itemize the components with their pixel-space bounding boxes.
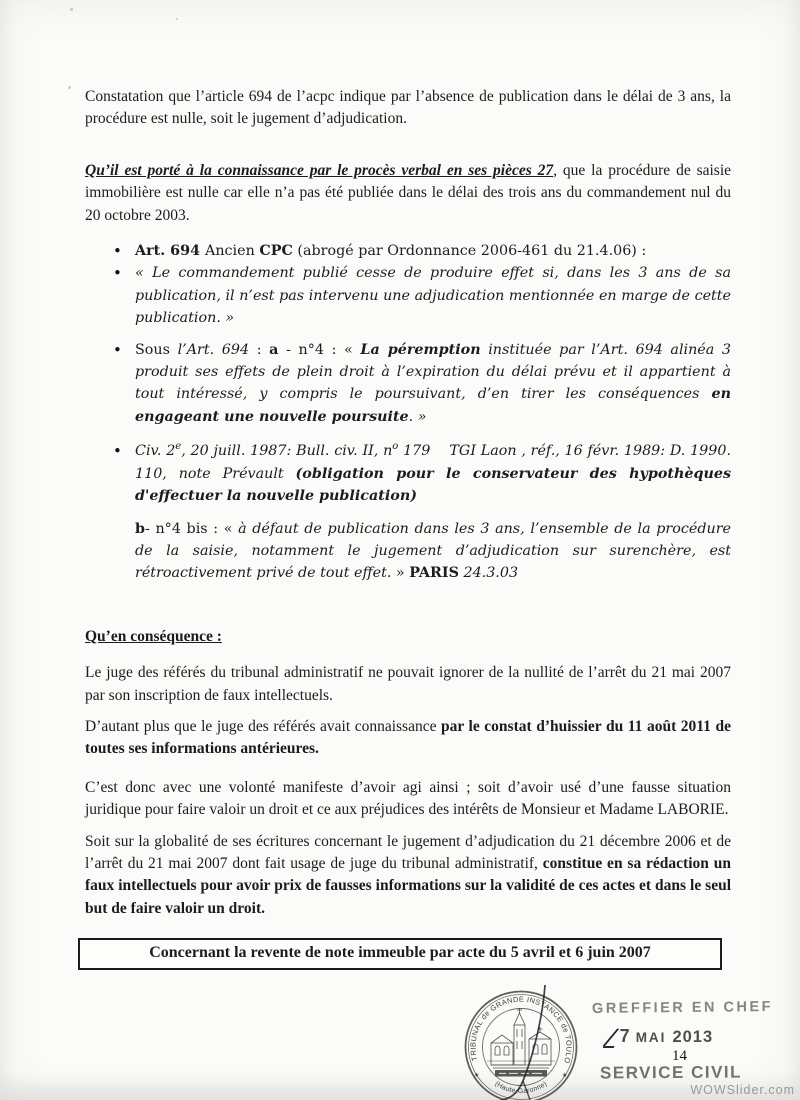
text-run: o (392, 441, 399, 453)
para-juge-referes (85, 662, 731, 707)
text-run: l’Art. 694 (177, 341, 250, 358)
para-constat-huissier (85, 716, 731, 761)
text-run: CPC (259, 243, 293, 260)
text-run: , que la procédure de saisie immobilière est nulle car elle n’a pas été publiée dans le délai des trois ans du commandement nul du 20 octobre 2003. (85, 161, 732, 224)
citation-list (85, 240, 731, 507)
text-run: - n°4 : « (278, 341, 361, 358)
text-run: Constatation que l’article 694 de l’acpc indique par l’absence de publication dans le délai de 3 ans, la procédure est nulle, soit le jugement d’adjudication. (85, 88, 731, 128)
text-run: b (135, 520, 145, 537)
boxed-heading-revente: Concernant la revente de note immeuble par acte du 5 avril et 6 juin 2007 (78, 938, 722, 969)
text-run: - n°4 bis : « (145, 520, 239, 537)
text-run: C’est donc avec une volonté manifeste d’avoir agi ainsi ; soit d’avoir usé d’une fausse situation juridique pour faire valoir un droit et ce aux préjudices des intérêts de Monsieur et Madame LABORIE. (85, 778, 731, 819)
text-run: Qu’il est porté à la connaissance par le procès verbal en ses pièces 27 (85, 161, 554, 179)
seal-star-left-icon: ★ (474, 1073, 480, 1079)
text-run: a (269, 341, 279, 358)
seal-department: (Haute-Garonne) (493, 1080, 549, 1096)
watermark-link[interactable]: WOWSlider.com (690, 1083, 795, 1097)
citation-item-art-694 (113, 240, 731, 262)
text-run: . » (408, 408, 427, 425)
service-civil-stamp: SERVICE CIVIL (599, 1062, 743, 1083)
text-run: 179 TGI Laon , réf., 16 févr. 1989: D. 1990. 110, note Prévault (135, 443, 732, 482)
text-run: PARIS (409, 565, 459, 582)
document-body (85, 0, 731, 970)
text-run: à défaut de publication dans les 3 ans, l’ensemble de la procédure de la saisie, notamment le jugement d’adjudication sur surenchère, est rétroactivement privé de tout effet. (135, 520, 731, 582)
text-run: » (391, 565, 410, 582)
text-run: par le constat d’huissier du 11 août 2011 de toutes ses informations antérieures. (85, 717, 731, 758)
heading-consequence: Qu’en conséquence : (85, 627, 222, 645)
citation-item-commandement (113, 262, 731, 329)
seal-star-right-icon: ★ (562, 1073, 568, 1079)
seal-court-name: TRIBUNAL de GRANDE INSTANCE de TOULOUSE (468, 994, 574, 1065)
text-run: D’autant plus que le juge des référés avait connaissance (85, 717, 442, 735)
seal-banner (495, 1070, 547, 1077)
scan-speck (68, 86, 71, 89)
text-run: Le juge des référés du tribunal administratif ne pouvait ignorer de la nullité de l’arrêt du 21 mai 2007 par son inscription de faux intellectuels. (85, 664, 731, 704)
scan-speck (70, 8, 73, 11)
text-run: 24.3.03 (458, 565, 519, 582)
date-year: 2013 (672, 1028, 714, 1046)
page-number: 14 (672, 1048, 687, 1064)
text-run: La péremption (360, 341, 481, 358)
text-run: , 20 juill. 1987: Bull. civ. II, n (181, 443, 393, 460)
date-day: 7 (619, 1026, 631, 1046)
tribunal-seal-stamp (455, 985, 587, 1100)
para-b4bis (135, 518, 731, 585)
para-volonte-manifeste (85, 777, 731, 822)
text-run: e (175, 441, 182, 453)
text-run: Art. 694 (135, 243, 206, 260)
text-run: instituée par l’Art. 694 alinéa 3 produit ses effets de plein droit à l’expiration du délai prévu et il appartient à tout intéressé, y compris le poursuivant, d’en tirer les conséquences (135, 341, 732, 403)
text-run: constitue en sa rédaction un faux intellectuels pour avoir prix de fausses informations sur la validité de ces actes et dans le seul but de faire valoir un droit. (85, 854, 731, 917)
citation-item-peremption (113, 339, 731, 429)
text-run: : (249, 341, 270, 358)
date-stamp (603, 1024, 714, 1049)
text-run: « Le commandement publié cesse de produire effet si, dans les 3 ans de sa publication, il n’est pas intervenu une adjudication mentionnée en marge de cette publication. » (135, 265, 731, 327)
text-run: Ancien (205, 243, 260, 260)
para-globalite-ecritures (85, 831, 731, 921)
text-run: (abrogé par Ordonnance 2006-461 du 21.4.06) : (292, 243, 647, 260)
text-run: Civ. 2 (135, 443, 176, 460)
para-proces-verbal (85, 160, 731, 227)
para-constatation (85, 86, 731, 131)
text-run: (obligation pour le conservateur des hypothèques d'effectuer la nouvelle publication) (135, 465, 732, 505)
text-run: Soit sur la globalité de ses écritures concernant le jugement d’adjudication du 21 décembre 2006 et de l’arrêt du 21 mai 2007 dont fait usage de juge du tribunal administratif, (85, 832, 731, 872)
greffier-en-chef-stamp: GREFFIER EN CHEF (591, 999, 774, 1017)
text-run: Sous (135, 341, 178, 358)
date-month: MAI (635, 1030, 667, 1045)
text-run: en engageant une nouvelle poursuite (135, 386, 731, 425)
citation-item-jurisprudence (113, 440, 731, 507)
handwritten-day-mark: / (603, 1024, 620, 1049)
